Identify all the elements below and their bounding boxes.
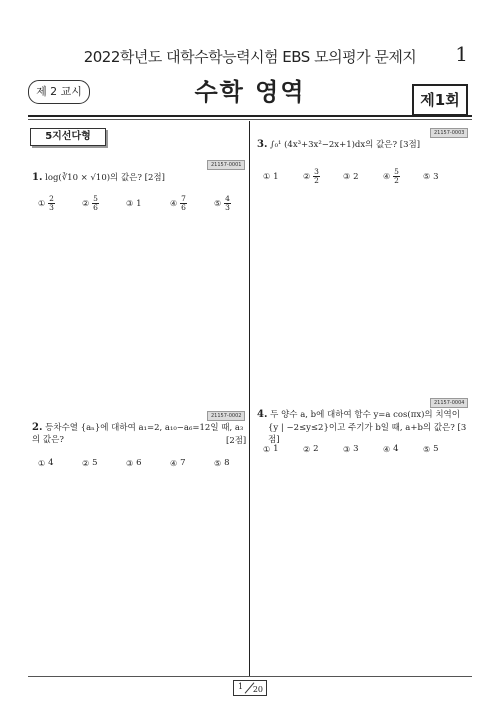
option-2[interactable]: ② $\frac{5}{6}$ — [82, 194, 98, 212]
question-code: 21157-0004 — [430, 398, 468, 408]
question-number: 1. — [32, 172, 43, 183]
answer-options — [263, 444, 463, 454]
page-number: 1 — [455, 42, 468, 66]
question-text: 등차수열 {aₙ}에 대하여 a₁=2, a₁₀−a₆=12일 때, a₃의 값은? — [32, 423, 244, 445]
option-4[interactable]: ④ 7 — [170, 458, 186, 468]
page-indicator — [233, 680, 267, 696]
exam-title: 2022학년도 대학수학능력시험 EBS 모의평가 문제지 — [83, 48, 417, 66]
option-1[interactable]: ① 4 — [38, 458, 54, 468]
option-3[interactable]: ③ 1 — [126, 198, 142, 209]
answer-options — [263, 168, 463, 185]
header-rule-thin — [28, 119, 472, 120]
option-2[interactable]: ② $\frac{3}{2}$ — [303, 167, 319, 185]
question-3 — [257, 139, 469, 151]
question-text: 두 양수 a, b에 대하여 함수 y=a cos(πx)의 치역이 — [270, 410, 460, 420]
section-label: 5지선다형 — [30, 128, 106, 146]
option-1[interactable]: ① $\frac{2}{3}$ — [38, 194, 54, 212]
question-code: 21157-0001 — [207, 160, 245, 170]
question-number: 3. — [257, 139, 268, 150]
answer-options — [38, 458, 254, 468]
subject-title: 수학 영역 — [194, 78, 306, 106]
option-1[interactable]: ① 1 — [263, 171, 279, 182]
question-text: ∫₀¹ (4x³+3x²−2x+1)dx의 값은? [3점] — [270, 140, 421, 150]
question-text: log(∛10 × √10)의 값은? [2점] — [45, 173, 165, 183]
question-2 — [32, 422, 247, 446]
option-5[interactable]: ⑤ 3 — [423, 171, 439, 182]
header-rule — [28, 115, 472, 117]
question-code: 21157-0003 — [430, 128, 468, 138]
question-code: 21157-0002 — [207, 411, 245, 421]
option-2[interactable]: ② 5 — [82, 458, 98, 468]
total-pages: 20 — [252, 685, 263, 694]
session-badge: 제 2 교시 — [28, 80, 90, 104]
current-page: 1 — [238, 682, 244, 691]
option-1[interactable]: ① 1 — [263, 444, 279, 454]
question-4 — [257, 409, 469, 421]
option-5[interactable]: ⑤ 5 — [423, 444, 439, 454]
question-text-line2: {y | −2≤y≤2}이고 주기가 b일 때, a+b의 값은? [3점] — [268, 423, 467, 445]
option-5[interactable]: ⑤ $\frac{4}{3}$ — [214, 194, 230, 212]
option-2[interactable]: ② 2 — [303, 444, 319, 454]
answer-options — [38, 195, 254, 212]
round-badge: 제1회 — [412, 84, 468, 116]
question-number: 4. — [257, 409, 268, 420]
footer-rule — [28, 676, 472, 677]
question-1 — [32, 172, 242, 184]
option-3[interactable]: ③ 2 — [343, 171, 359, 182]
option-3[interactable]: ③ 3 — [343, 444, 359, 454]
option-4[interactable]: ④ 4 — [383, 444, 399, 454]
option-4[interactable]: ④ $\frac{5}{2}$ — [383, 167, 399, 185]
option-4[interactable]: ④ $\frac{7}{6}$ — [170, 194, 186, 212]
option-5[interactable]: ⑤ 8 — [214, 458, 230, 468]
option-3[interactable]: ③ 6 — [126, 458, 142, 468]
question-number: 2. — [32, 422, 43, 433]
question-points: [2점] — [226, 436, 247, 446]
